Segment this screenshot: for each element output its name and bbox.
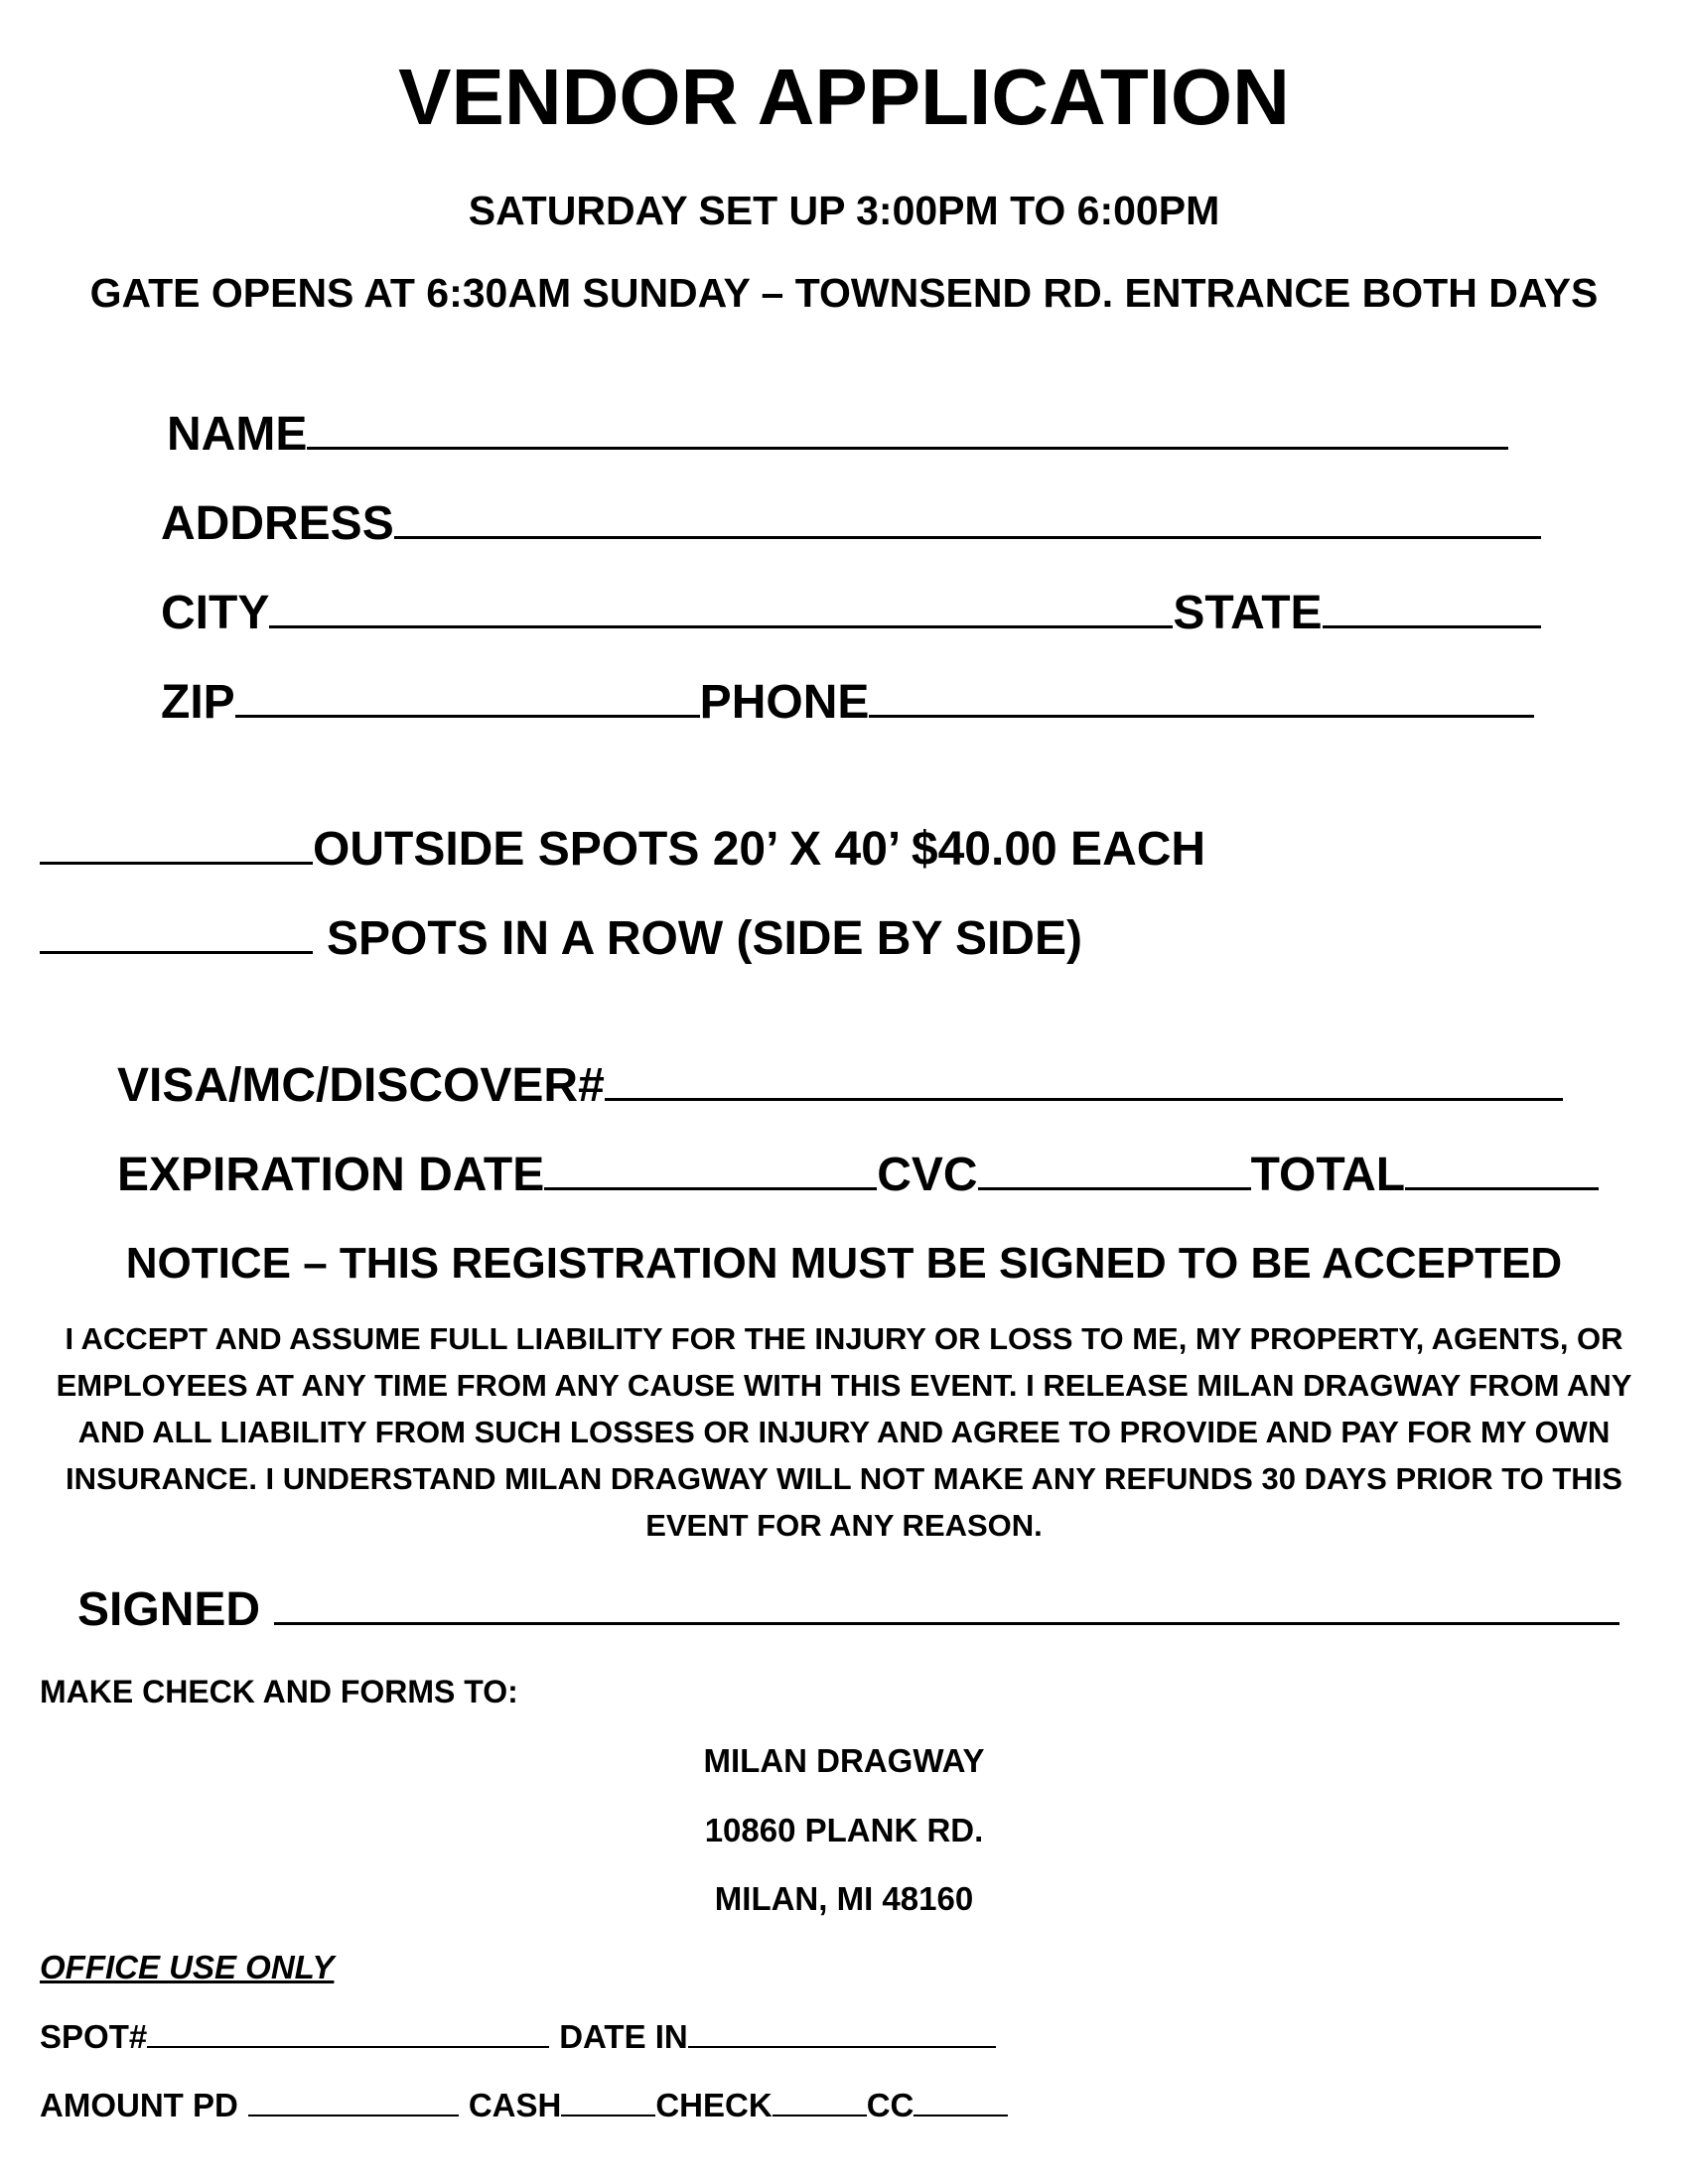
office-spot-row <box>40 2020 996 2053</box>
check-label: CHECK <box>655 2087 773 2123</box>
state-label: STATE <box>1173 587 1323 639</box>
spot-field[interactable] <box>147 2042 549 2048</box>
payee-name: MILAN DRAGWAY <box>703 1742 985 1779</box>
name-field[interactable] <box>307 443 1508 450</box>
address-field[interactable] <box>394 532 1541 539</box>
cash-label: CASH <box>468 2087 562 2123</box>
phone-label: PHONE <box>699 676 870 729</box>
cc-label: CC <box>866 2087 914 2123</box>
card-number-label: VISA/MC/DISCOVER# <box>117 1059 605 1112</box>
expiration-label: EXPIRATION DATE <box>117 1149 545 1201</box>
card-row <box>117 1059 1563 1112</box>
expiration-field[interactable] <box>544 1183 877 1190</box>
city-state-row <box>161 587 1541 639</box>
cash-field[interactable] <box>561 2111 655 2116</box>
city-field[interactable] <box>269 621 1173 628</box>
spot-label: SPOT# <box>40 2018 148 2055</box>
city-label: CITY <box>161 587 270 639</box>
zip-field[interactable] <box>235 711 700 718</box>
payee-street: 10860 PLANK RD. <box>704 1812 984 1848</box>
outside-spots-field[interactable] <box>40 858 313 865</box>
office-amount-row <box>40 2089 1008 2121</box>
date-in-field[interactable] <box>688 2042 996 2048</box>
signed-label: SIGNED <box>77 1583 261 1636</box>
zip-label: ZIP <box>161 676 235 729</box>
zip-phone-row <box>161 676 1534 729</box>
gate-open-text: GATE OPENS AT 6:30AM SUNDAY – TOWNSEND RD. ENTRANCE BOTH DAYS <box>89 270 1599 316</box>
expiration-row <box>117 1149 1599 1201</box>
make-check-text: MAKE CHECK AND FORMS TO: <box>40 1674 518 1709</box>
cvc-field[interactable] <box>978 1183 1251 1190</box>
total-label: TOTAL <box>1250 1149 1406 1201</box>
signed-row <box>77 1583 1619 1636</box>
address-row <box>161 497 1541 550</box>
state-field[interactable] <box>1323 621 1541 628</box>
outside-spots-label: OUTSIDE SPOTS 20’ X 40’ $40.00 EACH <box>313 823 1206 876</box>
outside-spots-row <box>40 823 1206 876</box>
signature-field[interactable] <box>274 1618 1619 1625</box>
office-use-heading: OFFICE USE ONLY <box>40 1949 335 1985</box>
amount-pd-label: AMOUNT PD <box>40 2087 238 2123</box>
cc-field[interactable] <box>914 2111 1008 2116</box>
spots-in-row-row <box>40 912 1082 965</box>
liability-waiver-text: I ACCEPT AND ASSUME FULL LIABILITY FOR THE INJURY OR LOSS TO ME, MY PROPERTY, AGENTS, OR EMPLOYEES AT ANY TIME FROM ANY CAUSE WITH THIS EVENT. I RELEASE MILAN DRAGWAY FROM ANY AND ALL LIABILITY FROM SUCH LOSSES OR INJURY AND AGREE TO PROVIDE AND PAY FOR MY OWN INSURANCE. I UNDERSTAND MILAN DRAGWAY WILL NOT MAKE ANY REFUNDS 30 DAYS PRIOR TO THIS EVENT FOR ANY REASON. <box>56 1321 1632 1543</box>
total-field[interactable] <box>1405 1183 1599 1190</box>
spots-in-row-field[interactable] <box>40 947 313 954</box>
check-field[interactable] <box>773 2111 867 2116</box>
date-in-label: DATE IN <box>559 2018 688 2055</box>
spots-in-row-label: SPOTS IN A ROW (SIDE BY SIDE) <box>327 912 1082 965</box>
setup-time-text: SATURDAY SET UP 3:00PM TO 6:00PM <box>468 188 1220 233</box>
payee-city: MILAN, MI 48160 <box>714 1880 974 1917</box>
cvc-label: CVC <box>877 1149 978 1201</box>
card-number-field[interactable] <box>605 1094 1563 1101</box>
page-title: VENDOR APPLICATION <box>398 53 1290 141</box>
name-row <box>167 408 1508 461</box>
name-label: NAME <box>167 408 308 461</box>
phone-field[interactable] <box>869 711 1534 718</box>
amount-pd-field[interactable] <box>248 2111 459 2116</box>
address-label: ADDRESS <box>161 497 394 550</box>
notice-text: NOTICE – THIS REGISTRATION MUST BE SIGNED TO BE ACCEPTED <box>125 1239 1563 1288</box>
